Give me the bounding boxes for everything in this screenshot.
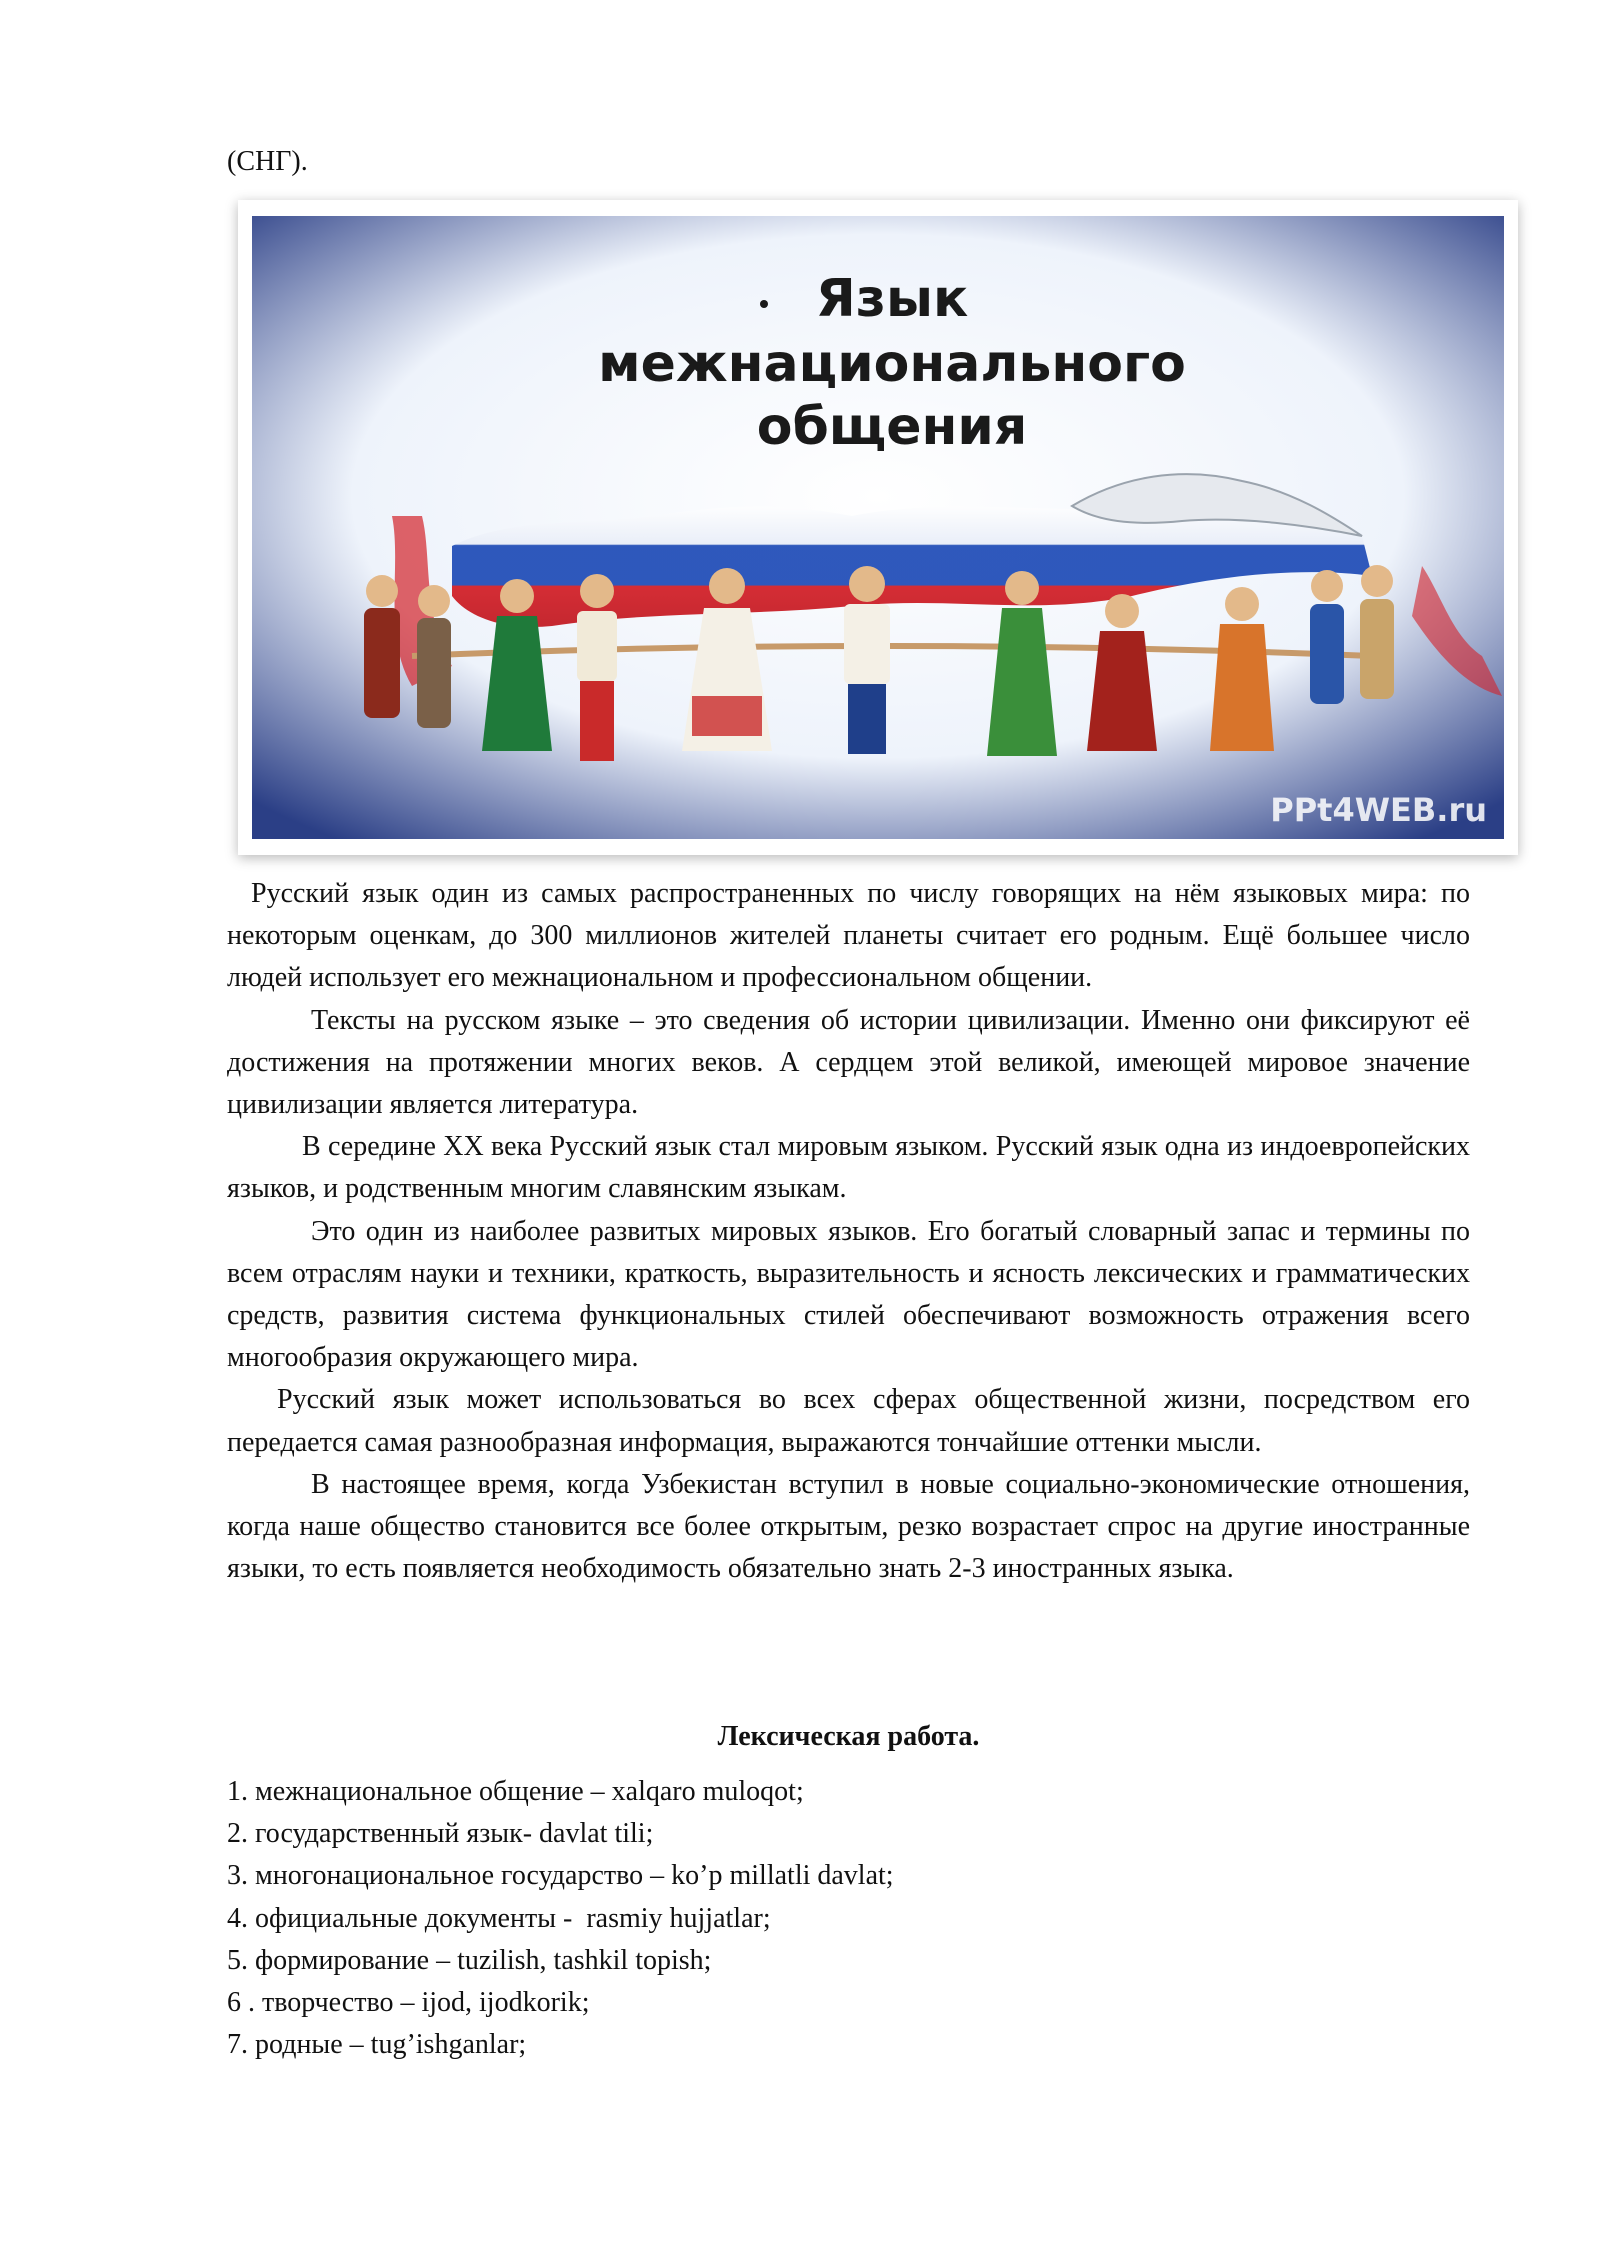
paragraph: Русский язык может использоваться во всех сферах общественной жизни, посредством его передается самая разнообразная информация, выражаются тончайшие оттенки мысли. — [227, 1384, 1470, 1458]
list-item: 3. многонациональное государство – ko’p millatli davlat; — [227, 1860, 894, 1892]
list-item: 6 . творчество – ijod, ijodkorik; — [227, 1987, 590, 2019]
body-text — [227, 873, 1470, 1590]
list-item: 4. официальные документы - rasmiy hujjatlar; — [227, 1902, 771, 1934]
person-figure — [417, 585, 451, 728]
illustration-title-line-2: межнационального — [598, 334, 1186, 394]
paragraph: Русский язык один из самых распространенных по числу говорящих на нём языковых мира: по некоторым оценкам, до 300 миллионов жителей планеты считает его родным. Ещё большее число людей использует его межнациональном и профессиональном общении. — [227, 878, 1470, 994]
person-figure — [1360, 565, 1394, 699]
section-heading: Лексическая работа. — [717, 1721, 980, 1752]
paragraph: В середине XX века Русский язык стал мировым языком. Русский язык одна из индоевропейских языков, и родственным многим славянским языкам. — [227, 1131, 1470, 1205]
list-item: 7. родные – tug’ishganlar; — [227, 2029, 527, 2061]
people-row — [364, 565, 1394, 761]
illustration-image — [252, 216, 1504, 839]
watermark-text: PPt4WEB.ru — [1270, 791, 1487, 829]
illustration-title-line-3: общения — [756, 397, 1028, 457]
list-item: 1. межнациональное общение – xalqaro muloqot; — [227, 1776, 804, 1807]
illustration-frame — [238, 200, 1518, 855]
person-figure — [1310, 570, 1344, 704]
paragraph: Тексты на русском языке – это сведения об истории цивилизации. Именно они фиксируют её достижения на протяжении многих веков. А сердцем этой великой, имеющей мировое значение цивилизации является литература. — [227, 1004, 1470, 1121]
continued-text-fragment: (СНГ). — [227, 146, 308, 177]
person-figure — [364, 575, 400, 718]
list-item: 2. государственный язык- davlat tili; — [227, 1818, 654, 1850]
paragraph: В настоящее время, когда Узбекистан вступил в новые социально-экономические отношения, когда наше общество становится все более открытым, резко возрастает спрос на другие иностранные языки, то есть появляется необходимость обязательно знать 2-3 иностранных языка. — [227, 1468, 1470, 1585]
paragraph: Это один из наиболее развитых мировых языков. Его богатый словарный запас и термины по всем отраслям науки и техники, краткость, выразительность и ясность лексических и грамматических средств, развития система функциональных стилей обеспечивают возможность отражения всего многообразия окружающего мира. — [227, 1215, 1470, 1374]
list-item: 5. формирование – tuzilish, tashkil topish; — [227, 1944, 712, 1976]
vocabulary-list — [227, 1771, 894, 2066]
illustration-title-line-1: Язык — [815, 269, 969, 329]
